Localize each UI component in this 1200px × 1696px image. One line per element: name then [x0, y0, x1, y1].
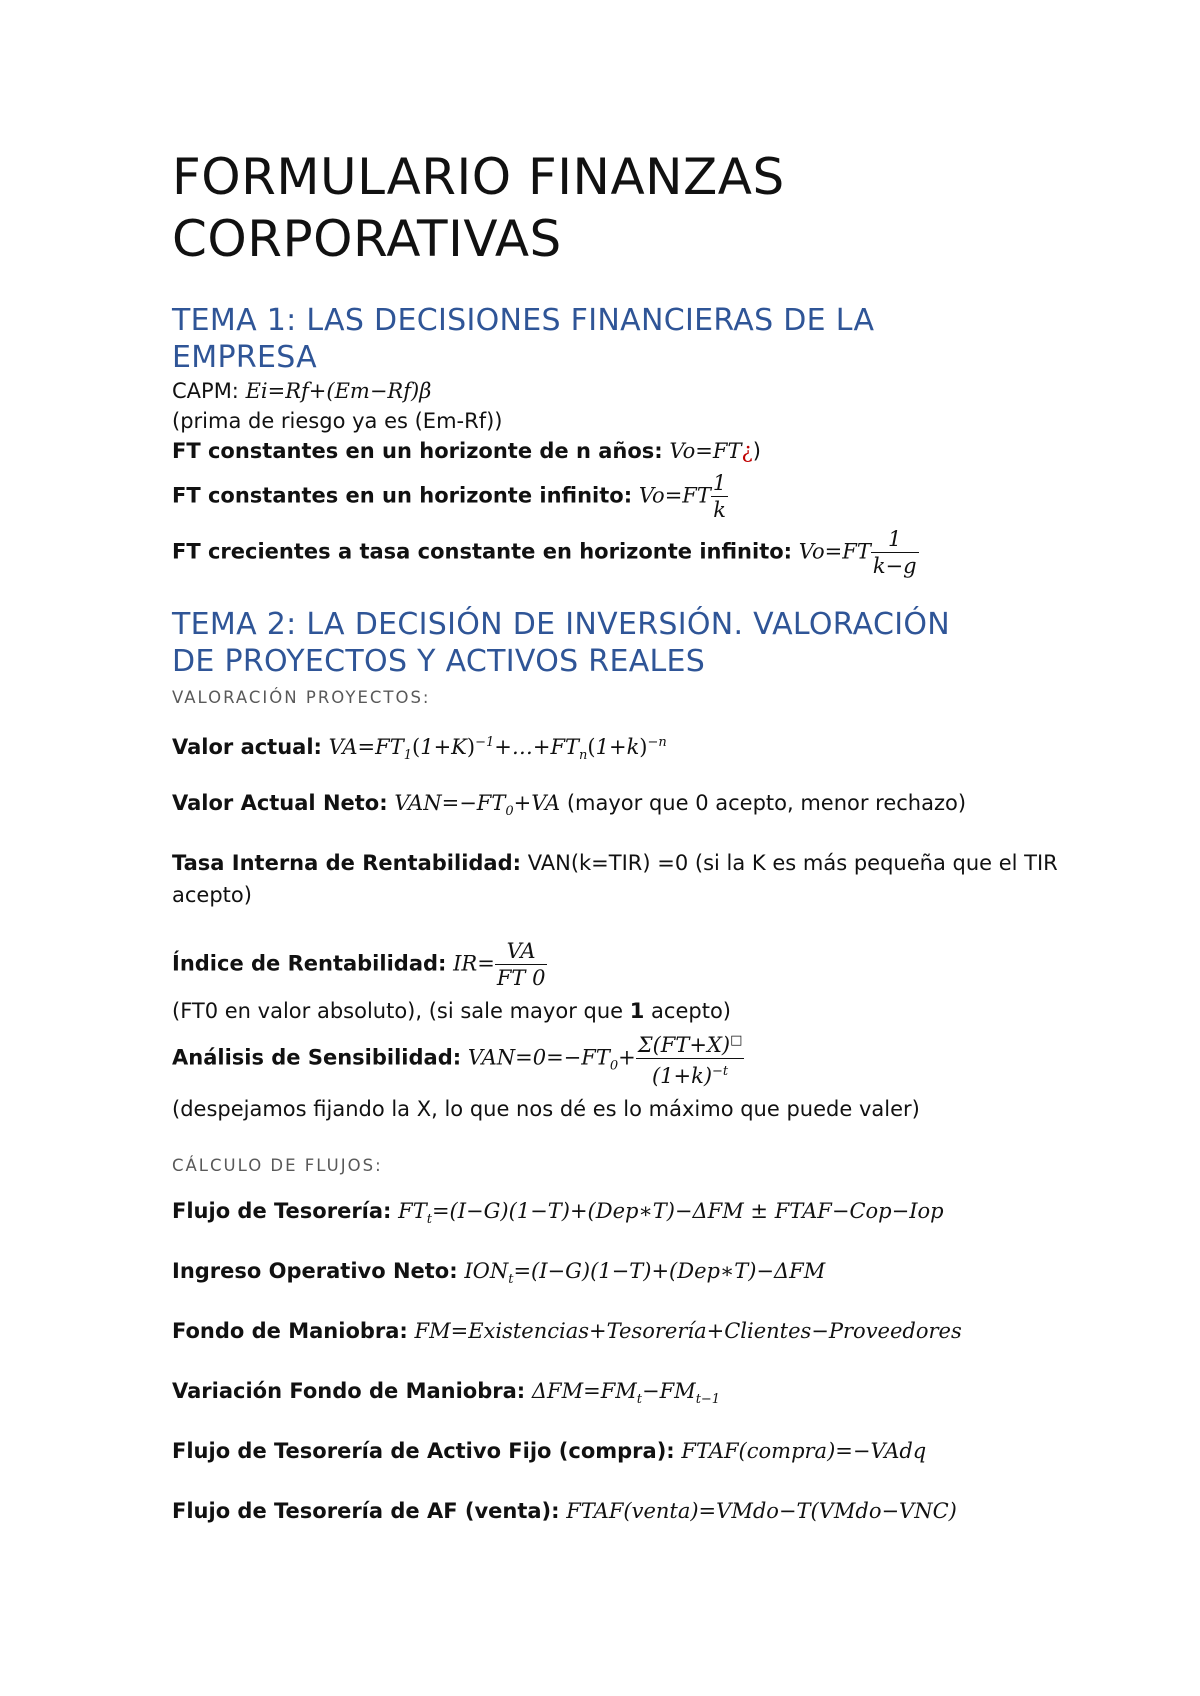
ir-label: Índice de Rentabilidad: [172, 951, 447, 976]
capm-line [172, 376, 431, 406]
tema1-heading-line-1: TEMA 1: LAS DECISIONES FINANCIERAS DE LA [172, 303, 875, 338]
capm-note [172, 406, 502, 436]
ir-numerator: VA [495, 938, 548, 965]
flujo-line [172, 1196, 944, 1235]
document-title [172, 146, 785, 270]
title-line-2: CORPORATIVAS [172, 210, 562, 268]
fm-label: Fondo de Maniobra: [172, 1319, 408, 1343]
dfm-formula: $\Delta FM=FM_t-FM_{t-1}$ [531, 1379, 721, 1408]
tema2-heading-line-1: TEMA 2: LA DECISIÓN DE INVERSIÓN. VALORACIÓN [172, 607, 951, 642]
ft-n-label: FT constantes en un horizonte de n años: [172, 439, 663, 463]
ftaf-compra-formula: FTAF(compra)=−VAdq [681, 1439, 927, 1463]
sens-lhs: VAN=0=−FT [467, 1045, 610, 1070]
ft-inf-fraction [711, 470, 728, 523]
title-line-1: FORMULARIO FINANZAS [172, 148, 785, 206]
ion-line [172, 1256, 825, 1295]
calculo-flujos-subheading: CÁLCULO DE FLUJOS: [172, 1156, 383, 1175]
capm-label: CAPM: [172, 379, 239, 403]
sens-denominator: $(1+k)^{-t}$ [651, 1064, 729, 1088]
tir-label: Tasa Interna de Rentabilidad: [172, 851, 522, 875]
ftaf-compra-label: Flujo de Tesorería de Activo Fijo (compra): [172, 1439, 675, 1463]
flujo-formula: $FT_t=(I-G)(1-T)+(Dep∗T)-\Delta FM$ ± FTAF−Cop−Iop [398, 1199, 944, 1228]
ftaf-venta-formula: FTAF(venta)=VMdo−T(VMdo−VNC) [566, 1499, 957, 1523]
capm-note-text: (prima de riesgo ya es (Em-Rf)) [172, 409, 503, 433]
ion-formula: $ION_t=(I-G)(1-T)+(Dep∗T)-\Delta FM$ [464, 1259, 826, 1288]
tema2-heading [172, 606, 950, 680]
ir-denominator: FT 0 [496, 966, 546, 990]
ftaf-venta-label: Flujo de Tesorería de AF (venta): [172, 1499, 560, 1523]
sens-numerator: Σ(FT+X)□ [636, 1028, 745, 1059]
van-label: Valor Actual Neto: [172, 791, 388, 815]
capm-formula: Ei=Rf+(Em−Rf)β [245, 379, 432, 403]
ftaf-venta-line [172, 1496, 957, 1526]
ft-inf-label: FT constantes en un horizonte infinito: [172, 483, 633, 508]
ft-g-line [172, 526, 919, 579]
ft-g-numerator: 1 [871, 526, 919, 553]
ft-n-formula: Vo=FT [669, 439, 742, 463]
ir-line [172, 938, 547, 991]
flujo-label: Flujo de Tesorería: [172, 1199, 392, 1223]
tema2-heading-line-2: DE PROYECTOS Y ACTIVOS REALES [172, 644, 706, 679]
va-line [172, 728, 667, 771]
ft-g-label: FT crecientes a tasa constante en horizonte infinito: [172, 539, 793, 564]
ft-g-formula: Vo=FT [798, 539, 871, 564]
ft-n-symbol: ¿ [741, 439, 753, 463]
ft-g-fraction [871, 526, 919, 579]
van-line [172, 788, 966, 827]
ir-note [172, 996, 731, 1026]
tema1-heading-line-2: EMPRESA [172, 340, 317, 375]
ft-inf-numerator: 1 [712, 471, 727, 495]
fm-line [172, 1316, 962, 1346]
ft-inf-denominator: k [713, 498, 726, 522]
sens-note: (despejamos fijando la X, lo que nos dé es lo máximo que puede valer) [172, 1097, 920, 1121]
va-label: Valor actual: [172, 735, 322, 759]
ft-inf-formula: Vo=FT [638, 483, 711, 508]
tir-text: VAN(k=TIR) =0 (si la K es más pequeña que el TIR [527, 851, 1058, 875]
sens-fraction [636, 1028, 745, 1089]
ir-note-c: acepto) [644, 999, 731, 1023]
tema1-heading [172, 302, 874, 376]
sens-line: Análisis de Sensibilidad: $VAN=0=-FT_0+$ $\frac{\Sigma(FT+X)^□}{(1+k)^{-t}}$ [172, 1028, 744, 1089]
fm-formula: FM=Existencias+Tesorería+Clientes−Proveedores [414, 1319, 962, 1343]
sens-label: Análisis de Sensibilidad: [172, 1045, 462, 1070]
van-formula: $VAN=-FT_0+VA$ [394, 791, 561, 820]
ir-note-b: 1 [629, 999, 645, 1023]
ir-fraction [495, 938, 548, 991]
dfm-label: Variación Fondo de Maniobra: [172, 1379, 526, 1403]
ion-label: Ingreso Operativo Neto: [172, 1259, 458, 1283]
ft-inf-line [172, 470, 728, 523]
valoracion-proyectos-subheading: VALORACIÓN PROYECTOS: [172, 688, 431, 707]
ir-note-a: (FT0 en valor absoluto), (si sale mayor que [172, 999, 630, 1023]
ftaf-compra-line [172, 1436, 926, 1466]
ft-g-denominator: k−g [872, 554, 917, 578]
ft-n-tail: ) [752, 439, 761, 463]
dfm-line [172, 1376, 720, 1415]
tir-line [172, 848, 1058, 878]
va-formula: $VA=FT_1(1+K)^{-1}+\dots+FT_n(1+k)^{-n}$ [328, 735, 667, 764]
tir-text-continued: acepto) [172, 883, 252, 907]
van-note: (mayor que 0 acepto, menor rechazo) [566, 791, 967, 815]
ft-n-line [172, 436, 761, 466]
ir-lhs: IR= [453, 951, 495, 976]
